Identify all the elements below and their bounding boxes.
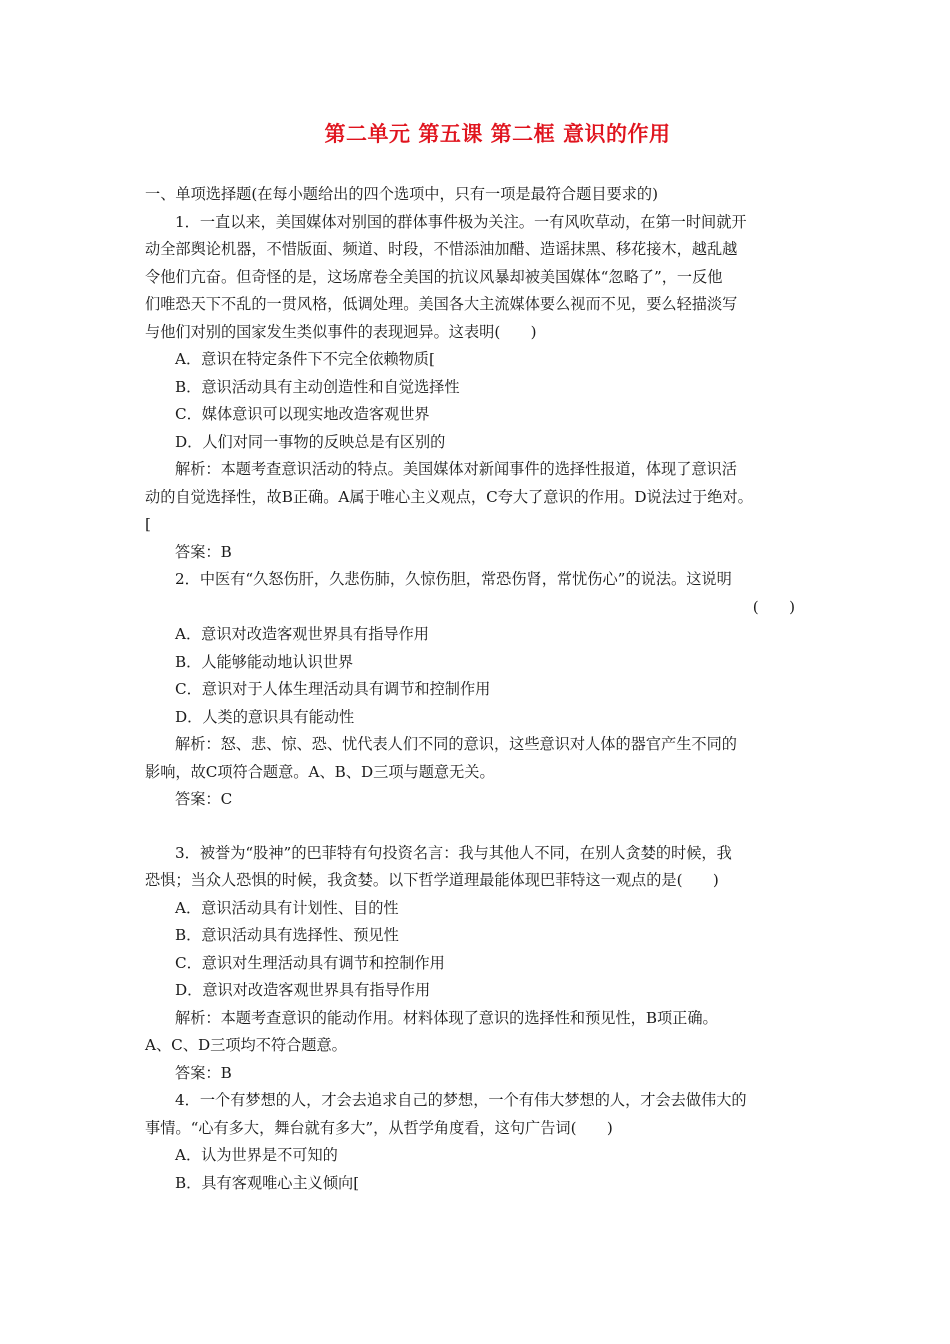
question-2-option-b: B．人能够能动地认识世界 <box>175 652 354 671</box>
question-2-option-d: D．人类的意识具有能动性 <box>175 707 355 726</box>
question-2-option-c: C．意识对于人体生理活动具有调节和控制作用 <box>175 680 491 698</box>
document-body <box>145 181 815 1197</box>
question-4-stem-line: 4．一个有梦想的人，才会去追求自己的梦想，一个有伟大梦想的人，才会去做伟大的 <box>175 1091 747 1109</box>
question-4-stem-line: 事情。“心有多大，舞台就有多大”，从哲学角度看，这句广告词( ) <box>145 1118 613 1137</box>
question-2 <box>145 566 815 814</box>
question-1-stem-line: 与他们对别的国家发生类似事件的表现迥异。这表明( ) <box>145 322 537 341</box>
question-2-analysis-line: 影响，故C项符合题意。A、B、D三项与题意无关。 <box>145 762 495 781</box>
question-4-option-b: B．具有客观唯心主义倾向[ <box>175 1173 360 1192</box>
question-2-answer: 答案：C <box>175 790 233 808</box>
question-1-option-a: A．意识在特定条件下不完全依赖物质[ <box>175 350 435 368</box>
question-1-analysis-line: [ <box>145 515 151 533</box>
question-3-stem-line: 恐惧；当众人恐惧的时候，我贪婪。以下哲学道理最能体现巴菲特这一观点的是( ) <box>145 871 719 889</box>
question-1-analysis-line: 解析：本题考查意识活动的特点。美国媒体对新闻事件的选择性报道，体现了意识活 <box>175 460 737 478</box>
question-3-answer: 答案：B <box>175 1063 232 1082</box>
question-4-option-a: A．认为世界是不可知的 <box>175 1146 338 1164</box>
question-1-analysis-line: 动的自觉选择性，故B正确。A属于唯心主义观点，C夸大了意识的作用。D说法过于绝对。 <box>145 487 753 506</box>
question-3-analysis-line: A、C、D三项均不符合题意。 <box>145 1036 347 1054</box>
question-1-stem-line: 令他们亢奋。但奇怪的是，这场席卷全美国的抗议风暴却被美国媒体“忽略了”，一反他 <box>145 267 723 286</box>
question-4 <box>145 1087 815 1197</box>
question-1-stem-line: 们唯恐天下不乱的一贯风格，低调处理。美国各大主流媒体要么视而不见，要么轻描淡写 <box>145 295 738 313</box>
question-1-option-d: D．人们对同一事物的反映总是有区别的 <box>175 432 446 451</box>
section-heading: 一、单项选择题(在每小题给出的四个选项中，只有一项是最符合题目要求的) <box>145 185 659 203</box>
question-3-option-c: C．意识对生理活动具有调节和控制作用 <box>175 953 445 972</box>
question-1 <box>145 209 815 567</box>
question-3-stem-line: 3．被誉为“股神”的巴菲特有句投资名言：我与其他人不同，在别人贪婪的时候，我 <box>175 843 732 862</box>
page-title: 第二单元 第五课 第二框 意识的作用 <box>324 122 671 146</box>
question-3 <box>145 840 815 1088</box>
question-gap <box>145 814 815 840</box>
question-3-analysis-line: 解析：本题考查意识的能动作用。材料体现了意识的选择性和预见性，B项正确。 <box>175 1008 718 1027</box>
question-1-answer: 答案：B <box>175 542 232 561</box>
question-2-option-a: A．意识对改造客观世界具有指导作用 <box>175 625 429 643</box>
question-3-option-a: A．意识活动具有计划性、目的性 <box>175 898 399 917</box>
question-3-option-d: D．意识对改造客观世界具有指导作用 <box>175 981 431 999</box>
question-1-option-c: C．媒体意识可以现实地改造客观世界 <box>175 405 430 423</box>
question-2-answer-bracket: ( ) <box>752 597 795 616</box>
question-1-stem-line: 1．一直以来，美国媒体对别国的群体事件极为关注。一有风吹草动，在第一时间就开 <box>175 212 747 231</box>
question-2-stem-line: 2．中医有“久怒伤肝，久悲伤肺，久惊伤胆，常恐伤肾，常忧伤心”的说法。这说明 <box>175 570 732 588</box>
question-1-option-b: B．意识活动具有主动创造性和自觉选择性 <box>175 377 460 396</box>
question-1-stem-line: 动全部舆论机器，不惜版面、频道、时段，不惜添油加醋、造谣抹黑、移花接木，越乱越 <box>145 240 738 258</box>
question-2-analysis-line: 解析：怒、悲、惊、恐、忧代表人们不同的意识，这些意识对人体的器官产生不同的 <box>175 735 737 753</box>
question-3-option-b: B．意识活动具有选择性、预见性 <box>175 926 399 944</box>
